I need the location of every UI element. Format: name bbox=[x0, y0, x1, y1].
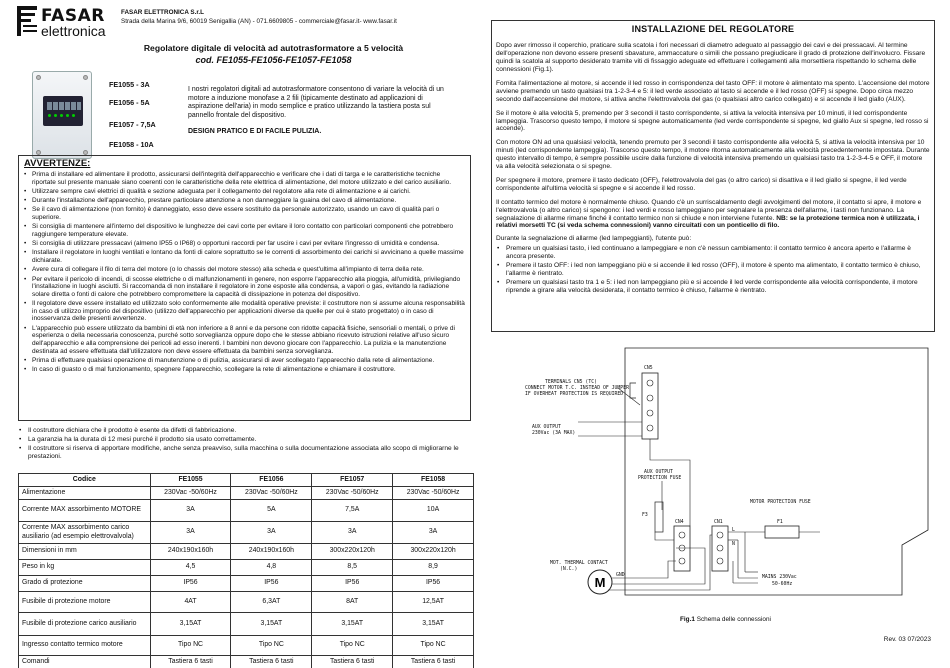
company-address: Strada della Marina 9/6, 60019 Senigallia (AN) - 071.6609805 - commerciale@fasar.it- www.fasar.it bbox=[121, 17, 397, 25]
table-cell: 8,9 bbox=[393, 560, 474, 576]
table-cell: Fusibile di protezione motore bbox=[19, 592, 151, 613]
aux-output-label: AUX OUTPUT bbox=[532, 425, 561, 430]
aux-output-label: 230Vac (3A MAX) bbox=[532, 431, 576, 436]
table-cell: 300x220x120h bbox=[312, 544, 393, 560]
warnings-title: AVVERTENZE: bbox=[24, 158, 91, 169]
table-row bbox=[19, 576, 474, 592]
alarm-options-list bbox=[496, 245, 930, 294]
motor-fuse-label: MOTOR PROTECTION FUSE bbox=[750, 500, 811, 505]
cn5-label: CN5 bbox=[644, 366, 653, 371]
pin-n-label: N bbox=[732, 542, 735, 547]
table-cell: Fusibile di protezione carico ausiliario bbox=[19, 613, 151, 636]
table-header: Codice bbox=[19, 474, 151, 487]
note-item: • Il costruttore si riserva di apportare modifiche, anche senza preavviso, sulla macchina o sulla documentazione associata allo scopo di migliorarne le prestazioni. bbox=[18, 445, 473, 461]
design-note: DESIGN PRATICO E DI FACILE PULIZIA. bbox=[188, 128, 322, 135]
intro-text: I nostri regolatori digitali ad autotrasformatore consentono di variare la velocità di un motore a induzione monofase a 2 fili (tipicamente destinato ad applicazioni di aspirazione dell'aria) in modo semplice e pratico utilizzando la tastiera posta sul pannello frontale del dispositivo. bbox=[188, 86, 444, 119]
device-keypad bbox=[43, 96, 83, 126]
company-name: FASAR ELETTRONICA S.r.L bbox=[121, 9, 205, 16]
table-cell: 3A bbox=[150, 500, 231, 522]
install-paragraph: Per spegnere il motore, premere il tasto dedicato (OFF), l'elettrovalvola del gas (o altro carico) si disattiva e il led giallo si spegne, il led verde corrispondente all'ultima velocità si spegne e si accende il led rosso. bbox=[496, 176, 907, 192]
table-cell: Comandi bbox=[19, 656, 151, 668]
table-cell: Tipo NC bbox=[231, 636, 312, 656]
table-cell: IP56 bbox=[312, 576, 393, 592]
table-cell: 3A bbox=[231, 522, 312, 544]
warning-item: • In caso di guasto o di mal funzionamento, spegnere l'apparecchio, scollegare la rete di alimentazione e chiamare il costruttore. bbox=[24, 366, 465, 374]
table-row bbox=[19, 487, 474, 500]
table-row bbox=[19, 500, 474, 522]
table-cell: 3A bbox=[150, 522, 231, 544]
figure-label: Fig.1 bbox=[680, 616, 695, 623]
table-cell: 10A bbox=[393, 500, 474, 522]
table-cell: Tipo NC bbox=[393, 636, 474, 656]
table-cell: Peso in kg bbox=[19, 560, 151, 576]
table-cell: 12,5AT bbox=[393, 592, 474, 613]
logo-brand: FASAR bbox=[41, 6, 105, 26]
model-item: FE1058 - 10A bbox=[109, 140, 154, 149]
warning-item: • Prima di installare ed alimentare il prodotto, assicurarsi dell'integrità dell'apparecchio e verificare che i dati di targa e le caratteristiche tecniche riportate sul presente manuale siano coerenti con le caratteristiche della rete elettrica di alimentazione, del motore utilizzato e del carico ausiliario. bbox=[24, 171, 465, 186]
nb-note: NB: se la protezione termica non è utilizzata, i relativi morsetti TC (si veda schema connessioni) vanno circuitati con un ponticello di filo. bbox=[496, 214, 920, 230]
table-header-row bbox=[19, 474, 474, 487]
warning-item: • Si consiglia di mantenere all'interno del dispositivo le lunghezze dei cavi corte per evitare il loro contatto con particolari componenti che potrebbero raggiungere temperature elevate. bbox=[24, 223, 465, 238]
table-cell: 3,15AT bbox=[312, 613, 393, 636]
table-cell: Tastiera 6 tasti bbox=[150, 656, 231, 668]
terminals-note: IF OVERHEAT PROTECTION IS REQUIRED bbox=[525, 392, 624, 397]
warnings-list bbox=[24, 171, 465, 374]
table-cell: Ingresso contatto termico motore bbox=[19, 636, 151, 656]
installation-title: INSTALLAZIONE DEL REGOLATORE bbox=[631, 24, 795, 34]
table-cell: IP56 bbox=[393, 576, 474, 592]
table-cell: 240x190x160h bbox=[150, 544, 231, 560]
table-row bbox=[19, 560, 474, 576]
document-subtitle: cod. FE1055-FE1056-FE1057-FE1058 bbox=[195, 55, 352, 65]
motor-label: M bbox=[594, 575, 606, 590]
table-cell: 230Vac -50/60Hz bbox=[150, 487, 231, 500]
install-paragraph: Con motore ON ad una qualsiasi velocità, tenendo premuto per 3 secondi il tasto corrispondente alla velocità 5, si attiva la velocità intensiva per 10 minuti (led corrispondente lampeggia). Trascorso questo tempo, il motore ritorna automaticamente alla velocità precedentemente impostata. Durante questo intervallo di tempo, è sempre possibile uscire dalla funzione di velocità intensiva premendo un qualsiasi tasto tra 1-2-3-4-5 e OFF, il motore va alla velocità selezionata o si spegne. bbox=[496, 139, 930, 171]
mot-contact-label: (N.C.) bbox=[560, 567, 578, 572]
mains-label: 50-60Hz bbox=[772, 582, 793, 587]
mot-contact-label: MOT. THERMAL CONTACT bbox=[550, 561, 608, 566]
model-item: FE1056 - 5A bbox=[109, 98, 150, 107]
f1-label: F1 bbox=[777, 520, 783, 525]
pin-l-label: L bbox=[732, 528, 735, 533]
cn4-label: CN4 bbox=[675, 520, 684, 525]
warning-item: • Installare il regolatore in luoghi ventilati e lontano da fonti di calore soprattutto se le correnti di assorbimento dei carichi si avvicinano a quelle massime dichiarate. bbox=[24, 249, 465, 264]
warning-item: • Prima di effettuare qualsiasi operazione di manutenzione o di pulizia, assicurarsi di aver scollegato l'apparecchio dalla rete di alimentazione. bbox=[24, 357, 465, 365]
specs-table bbox=[18, 473, 474, 668]
table-cell: Tastiera 6 tasti bbox=[393, 656, 474, 668]
table-header: FE1055 bbox=[150, 474, 231, 487]
table-cell: 3A bbox=[312, 522, 393, 544]
table-cell: IP56 bbox=[231, 576, 312, 592]
install-paragraph bbox=[496, 199, 930, 231]
cn5-connector bbox=[642, 373, 658, 439]
warning-item: • L'apparecchio può essere utilizzato da bambini di età non inferiore a 8 anni e da persone con ridotte capacità fisiche, sensoriali o mentali, o prive di esperienza o della necessaria conoscenza, purché sotto sorveglianza oppure dopo che le stesse abbiano ricevuto istruzioni relative all'uso sicuro dell'apparecchio e alla comprensione dei pericoli ad esso inerenti. I bambini non devono giocare con l'apparecchio. La pulizia e la manutenzione destinata ad essere effettuata dall'utilizzatore non deve essere effettuata da bambini senza sorveglianza. bbox=[24, 325, 465, 356]
thermal-contact-text: Il contatto termico del motore è normalmente chiuso. Quando c'è un surriscaldamento degli avvolgimenti del motore, il contatto si apre, il motore e l'elettrovalvola (o altro carico) si spengono: i led verdi e rosso lampeggiano per segnalare la presenza dell'allarme, i tasti non funzionano. La segnalazione di allarme rimane finché il contatto termico non si chiude e non interviene l'utente. bbox=[496, 198, 922, 222]
warning-item: • Avere cura di collegare il filo di terra del motore (o lo chassis del motore stesso) alla scheda e quest'ultima all'impianto di terra della rete. bbox=[24, 266, 465, 274]
table-header: FE1057 bbox=[312, 474, 393, 487]
install-paragraph: Durante la segnalazione di allarme (led lampeggianti), l'utente può: bbox=[496, 235, 692, 243]
figure-caption-text: Schema delle connessioni bbox=[696, 616, 771, 623]
table-header: FE1058 bbox=[393, 474, 474, 487]
table-cell: 4,8 bbox=[231, 560, 312, 576]
warning-item: • Si consiglia di utilizzare pressacavi (almeno IP55 o IP68) o opportuni raccordi per far uscire i cavi per evitare l'ingresso di umidità e condensa. bbox=[24, 240, 465, 248]
table-cell: 300x220x120h bbox=[393, 544, 474, 560]
install-paragraph: Se il motore è alla velocità 5, premendo per 3 secondi il tasto corrispondente, si attiva la velocità intensiva per 10 minuti, il led corrispondente lampeggia. Trascorso questo tempo, il motore si spegne automaticamente (led verde corrispondente si spegne, led giallo Aux si spegne, led rosso si accende). bbox=[496, 109, 929, 133]
list-item: • Premere un qualsiasi tasto tra 1 e 5: i led non lampeggiano più e si accende il led verde corrispondente alla velocità corrispondente, il motore riprende a girare alla velocità desiderata, il contatto termico è chiuso, l'allarme è rientrato. bbox=[496, 279, 930, 295]
table-cell: 4AT bbox=[150, 592, 231, 613]
model-item: FE1057 - 7,5A bbox=[109, 120, 156, 129]
warning-item: • Utilizzare sempre cavi elettrici di qualità e sezione adeguata per il collegamento del regolatore alla rete di alimentazione e ai carichi. bbox=[24, 188, 465, 196]
warning-item: • Il regolatore deve essere installato ed utilizzato solo conformemente alle modalità operative previste: il costruttore non si assume alcuna responsabilità in caso di utilizzo improprio del dispositivo (utilizzo dell'apparecchio per applicazioni diverse da quelle per cui è stato progettato) o in caso di inosservanza delle presenti avvertenze. bbox=[24, 300, 465, 323]
table-row bbox=[19, 656, 474, 668]
f3-label: F3 bbox=[642, 513, 648, 518]
table-cell: 4,5 bbox=[150, 560, 231, 576]
table-header: FE1056 bbox=[231, 474, 312, 487]
note-item: • La garanzia ha la durata di 12 mesi purché il prodotto sia usato correttamente. bbox=[18, 436, 473, 444]
document-title: Regolatore digitale di velocità ad autotrasformatore a 5 velocità bbox=[143, 43, 404, 53]
revision-label: Rev. 03 07/2023 bbox=[883, 636, 931, 643]
table-cell: IP56 bbox=[150, 576, 231, 592]
table-cell: 8,5 bbox=[312, 560, 393, 576]
table-cell: 240x190x160h bbox=[231, 544, 312, 560]
table-row bbox=[19, 592, 474, 613]
terminals-note: CONNECT MOTOR T.C. INSTEAD OF JUMPER bbox=[525, 386, 629, 391]
install-paragraph: Fornita l'alimentazione al motore, si accende il led rosso in corrispondenza del tasto OFF: il motore è alimentato ma spento. L'accensione del motore avviene premendo un tasto qualsiasi tra 1-2-3-4 e 5: il led verde associato al tasto si accende e il led rosso (OFF) si spegne. Dopo circa mezzo secondo dall'accensione del motore, si attiva anche l'elettrovalvola del gas (o qualsiasi altro carico collegato) e si accende il led giallo (AUX). bbox=[496, 79, 930, 103]
terminals-note: TERMINALS CN5 (TC) bbox=[545, 380, 597, 385]
table-cell: 3,15AT bbox=[150, 613, 231, 636]
company-info bbox=[121, 9, 397, 26]
gnd-label: GND bbox=[616, 573, 625, 578]
warning-item: • Durante l'installazione dell'apparecchio, prestare particolare attenzione a non danneggiare la guaina del cavo di alimentazione. bbox=[24, 197, 465, 205]
aux-fuse-label: AUX OUTPUT bbox=[644, 470, 673, 475]
warning-item: • Se il cavo di alimentazione (non fornito) è danneggiato, esso deve essere sostituito da personale autorizzato, usando un cavo di qualità pari o superiore. bbox=[24, 206, 465, 221]
table-cell: 6,3AT bbox=[231, 592, 312, 613]
table-cell: Dimensioni in mm bbox=[19, 544, 151, 560]
table-cell: 230Vac -50/60Hz bbox=[231, 487, 312, 500]
warranty-notes bbox=[18, 427, 473, 462]
note-item: • Il costruttore dichiara che il prodotto è esente da difetti di fabbricazione. bbox=[18, 427, 473, 435]
company-logo bbox=[17, 6, 106, 40]
table-cell: 230Vac -50/60Hz bbox=[393, 487, 474, 500]
model-item: FE1055 - 3A bbox=[109, 80, 150, 89]
table-cell: Alimentazione bbox=[19, 487, 151, 500]
table-cell: Corrente MAX assorbimento carico ausiliario (ad esempio elettrovalvola) bbox=[19, 522, 151, 544]
table-cell: 7,5A bbox=[312, 500, 393, 522]
table-cell: Tastiera 6 tasti bbox=[231, 656, 312, 668]
installation-box bbox=[491, 20, 935, 332]
table-row bbox=[19, 636, 474, 656]
mains-label: MAINS 230Vac bbox=[762, 575, 797, 580]
table-cell: Grado di protezione bbox=[19, 576, 151, 592]
logo-subtitle: elettronica bbox=[41, 23, 106, 39]
table-cell: Tipo NC bbox=[150, 636, 231, 656]
table-cell: Corrente MAX assorbimento MOTORE bbox=[19, 500, 151, 522]
table-row bbox=[19, 544, 474, 560]
figure-caption bbox=[680, 616, 771, 624]
warning-item: • Per evitare il pericolo di incendi, di scosse elettriche o di malfunzionamenti in genere, non esporre l'apparecchio alla pioggia, all'umidità, privilegiando l'installazione in luoghi asciutti. Si raccomanda di non installare il regolatore in zone esposte alla condensa, a vapori o gas, evitando la radiazione solare diretta o fonti di calore che potrebbero compromettere la capacità di dissipazione in potenza del dispositivo. bbox=[24, 276, 465, 299]
list-item: • Premere il tasto OFF: i led non lampeggiano più e si accende il led rosso (OFF), il motore è spento ma alimentato, il contatto termico è chiuso, l'allarme è rientrato. bbox=[496, 262, 930, 278]
wiring-diagram bbox=[490, 340, 940, 622]
fasar-logo-icon bbox=[17, 6, 39, 36]
table-cell: 5A bbox=[231, 500, 312, 522]
table-cell: Tastiera 6 tasti bbox=[312, 656, 393, 668]
list-item: • Premere un qualsiasi tasto, i led continuano a lampeggiare e non c'è nessun cambiamento: il contatto termico è ancora aperto e l'allarme è ancora presente. bbox=[496, 245, 930, 261]
device-image bbox=[32, 71, 92, 159]
table-row bbox=[19, 522, 474, 544]
warnings-box bbox=[18, 155, 471, 421]
table-cell: Tipo NC bbox=[312, 636, 393, 656]
table-row bbox=[19, 613, 474, 636]
install-paragraph: Dopo aver rimosso il coperchio, praticare sulla scatola i fori necessari di diametro adeguato al passaggio dei cavi e dei pressacavi. Al termine dell'operazione non devono essere presenti sbavature, ammaccature o simili che possano pregiudicare il grado di protezione dell'involucro. Fissare quindi la scatola al supporto desiderato tramite viti di fissaggio adeguate ed effettuare i collegamenti alla morsettiera rispettando lo schema delle connessioni (Fig.1). bbox=[496, 42, 926, 73]
cn1-label: CN1 bbox=[714, 520, 723, 525]
aux-fuse-label: PROTECTION FUSE bbox=[638, 476, 682, 481]
motor-fuse bbox=[765, 526, 799, 538]
table-cell: 3,15AT bbox=[231, 613, 312, 636]
table-cell: 230Vac -50/60Hz bbox=[312, 487, 393, 500]
table-cell: 3A bbox=[393, 522, 474, 544]
table-cell: 8AT bbox=[312, 592, 393, 613]
table-cell: 3,15AT bbox=[393, 613, 474, 636]
